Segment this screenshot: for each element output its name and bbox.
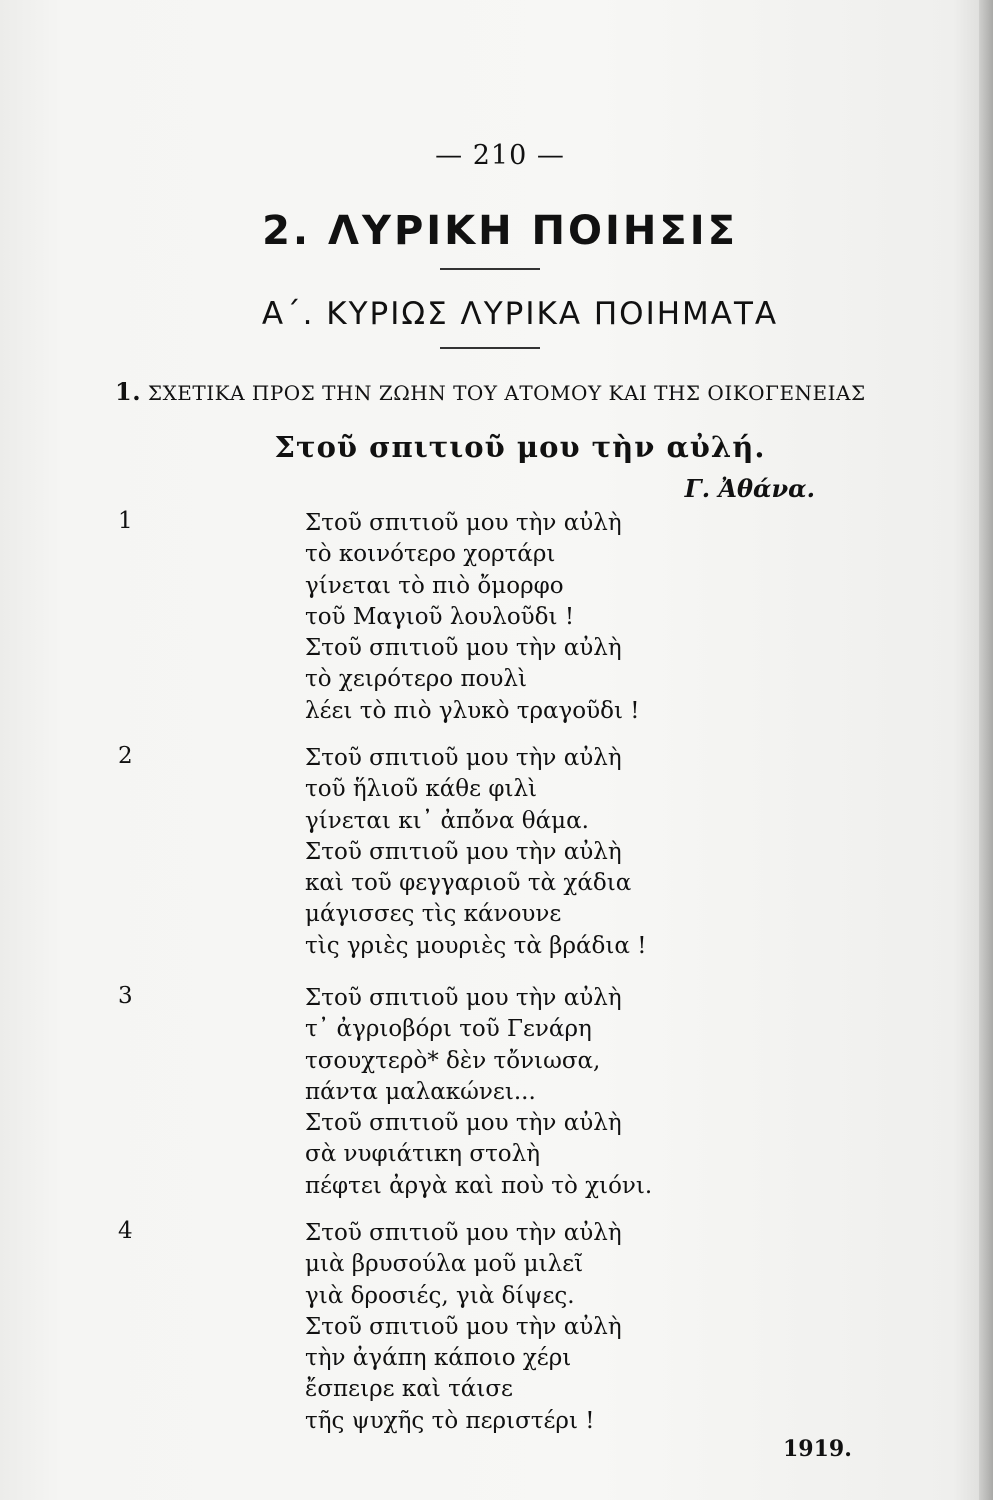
poem-author: Γ. Ἀθάνα. (684, 474, 815, 503)
verse-line: καὶ τοῦ φεγγαριοῦ τὰ χάδια (305, 870, 632, 897)
verse-line: μάγισσες τὶς κάνουνε (305, 901, 562, 928)
verse-line: τὸ κοινότερο χορτάρι (305, 541, 556, 568)
subsection-title: ΣΧΕΤΙΚΑ ΠΡΟΣ ΤΗΝ ΖΩΗΝ ΤΟΥ ΑΤΟΜΟΥ ΚΑΙ ΤΗΣ ΟΙΚΟΓΕΝΕΙΑΣ (147, 381, 866, 405)
verse-line: γίνεται τὸ πιὸ ὄμορφο (305, 572, 564, 599)
verse-line: τοῦ ἥλιοῦ κάθε φιλὶ (305, 776, 538, 803)
verse-line: Στοῦ σπιτιοῦ μου τὴν αὐλὴ (305, 1110, 622, 1137)
verse-line: λέει τὸ πιὸ γλυκὸ τραγοῦδι ! (305, 697, 640, 724)
verse-line: σὰ νυφιάτικη στολὴ (305, 1141, 540, 1168)
stanza (305, 983, 652, 1202)
verse-line: μιὰ βρυσούλα μοῦ μιλεῖ (305, 1251, 584, 1278)
poem-title: Στοῦ σπιτιοῦ μου τὴν αὐλή. (274, 430, 766, 464)
verse-line: τῆς ψυχῆς τὸ περιστέρι ! (305, 1407, 595, 1434)
verse-line: Στοῦ σπιτιοῦ μου τὴν αὐλὴ (305, 745, 622, 771)
verse-line: τὸ χειρότερο πουλὶ (305, 666, 527, 693)
divider-rule (440, 268, 540, 270)
verse-line: τοῦ Μαγιοῦ λουλοῦδι ! (305, 603, 575, 630)
verse-line: τὴν ἀγάπη κάποιο χέρι (305, 1345, 572, 1372)
stanza-number: 2 (118, 743, 133, 769)
stanza (305, 1218, 622, 1437)
stanza (305, 508, 640, 727)
verse-line: Στοῦ σπιτιοῦ μου τὴν αὐλὴ (305, 838, 622, 865)
verse-line: Στοῦ σπιτιοῦ μου τὴν αὐλὴ (305, 510, 622, 536)
verse-line: Στοῦ σπιτιοῦ μου τὴν αὐλὴ (305, 985, 622, 1011)
verse-line: ἔσπειρε καὶ τάισε (305, 1376, 513, 1403)
stanza (305, 743, 646, 962)
page-number: — 210 — (435, 140, 565, 171)
verse-line: τ᾽ ἀγριοβόρι τοῦ Γενάρη (305, 1016, 592, 1043)
stanza-number: 4 (118, 1218, 133, 1244)
verse-line: Στοῦ σπιτιοῦ μου τὴν αὐλὴ (305, 635, 622, 662)
subsection-heading (115, 377, 875, 406)
verse-line: πάντα μαλακώνει... (305, 1078, 536, 1105)
subsection-number: 1. (115, 377, 142, 406)
verse-line: Στοῦ σπιτιοῦ μου τὴν αὐλὴ (305, 1220, 622, 1246)
stanza-number: 1 (118, 508, 133, 534)
chapter-title: 2. ΛΥΡΙΚΗ ΠΟΙΗΣΙΣ (262, 208, 738, 254)
verse-line: τσουχτερὸ* δὲν τὄνιωσα, (305, 1047, 601, 1074)
verse-line: γιὰ δροσιές, γιὰ δίψες. (305, 1282, 575, 1309)
divider-rule (440, 347, 540, 349)
verse-line: τὶς γριὲς μουριὲς τὰ βράδια ! (305, 932, 647, 959)
verse-line: πέφτει ἀργὰ καὶ ποὺ τὸ χιόνι. (305, 1172, 653, 1199)
stanza-number: 3 (118, 983, 133, 1009)
poem-year: 1919. (783, 1436, 852, 1462)
verse-line: γίνεται κι᾽ ἀπὄνα θάμα. (305, 807, 589, 834)
section-title: Α΄. ΚΥΡΙΩΣ ΛΥΡΙΚΑ ΠΟΙΗΜΑΤΑ (261, 296, 779, 332)
verse-line: Στοῦ σπιτιοῦ μου τὴν αὐλὴ (305, 1313, 622, 1340)
